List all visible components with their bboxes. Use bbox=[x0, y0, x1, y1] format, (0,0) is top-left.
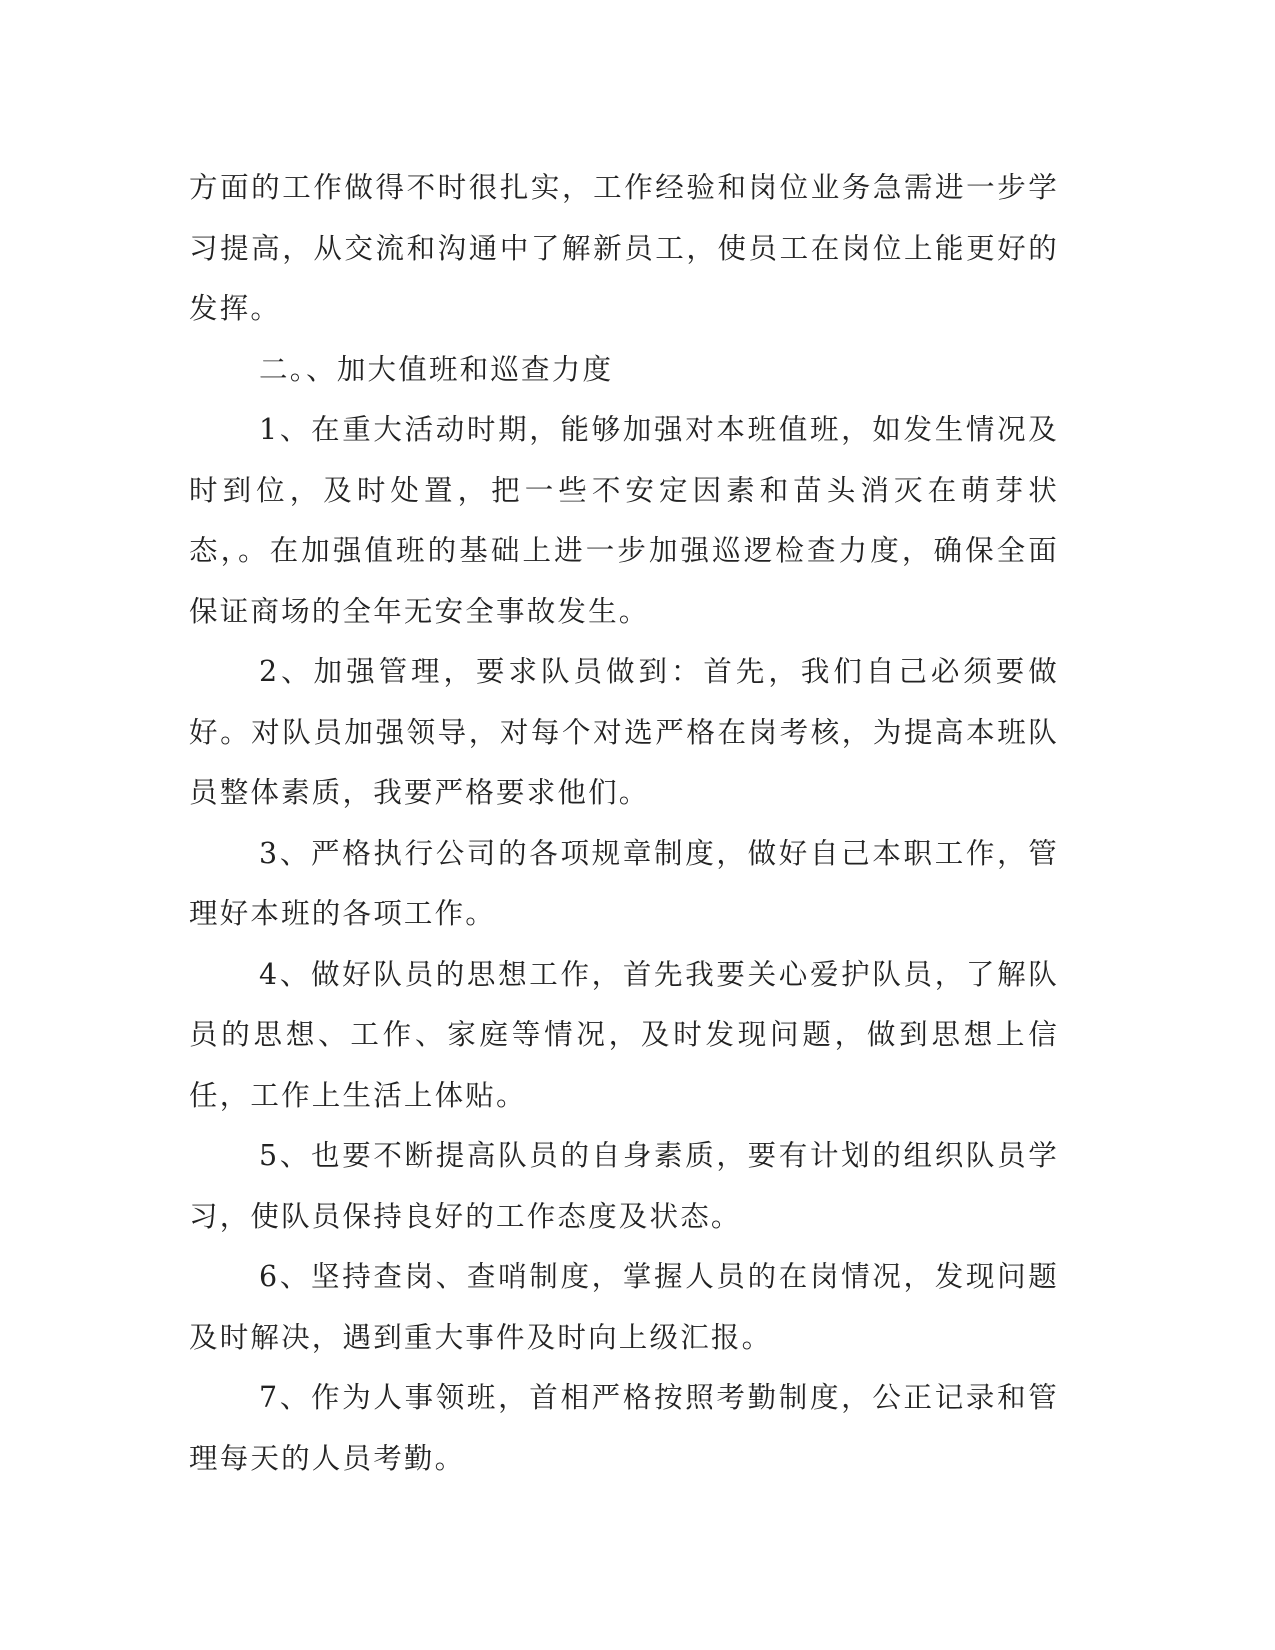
section-heading: 二。、加大值班和巡查力度 bbox=[259, 352, 614, 386]
paragraph-item-1: 1、在重大活动时期，能够加强对本班值班，如发生情况及时到位，及时处置，把一些不安定因素和苗头消灭在萌芽状态，。在加强值班的基础上进一步加强巡逻检查力度，确保全面保证商场的全年无安全事故发生。 bbox=[189, 413, 1059, 628]
paragraph-item-5: 5、也要不断提高队员的自身素质，要有计划的组织队员学习，使队员保持良好的工作态度及状态。 bbox=[189, 1139, 1059, 1233]
paragraph-item-7: 7、作为人事领班，首相严格按照考勤制度，公正记录和管理每天的人员考勤。 bbox=[189, 1381, 1059, 1475]
paragraph-item-3: 3、严格执行公司的各项规章制度，做好自己本职工作，管理好本班的各项工作。 bbox=[189, 836, 1059, 930]
paragraph-item-4: 4、做好队员的思想工作，首先我要关心爱护队员，了解队员的思想、工作、家庭等情况，及时发现问题，做到思想上信任，工作上生活上体贴。 bbox=[189, 957, 1059, 1112]
paragraph-continuation: 方面的工作做得不时很扎实，工作经验和岗位业务急需进一步学习提高，从交流和沟通中了解新员工，使员工在岗位上能更好的发挥。 bbox=[189, 171, 1059, 325]
document-body bbox=[189, 158, 1059, 1489]
paragraph-item-6: 6、坚持查岗、查哨制度，掌握人员的在岗情况，发现问题及时解决，遇到重大事件及时向上级汇报。 bbox=[189, 1260, 1059, 1354]
paragraph-item-2: 2、加强管理，要求队员做到：首先，我们自己必须要做好。对队员加强领导，对每个对选严格在岗考核，为提高本班队员整体素质，我要严格要求他们。 bbox=[189, 655, 1059, 809]
